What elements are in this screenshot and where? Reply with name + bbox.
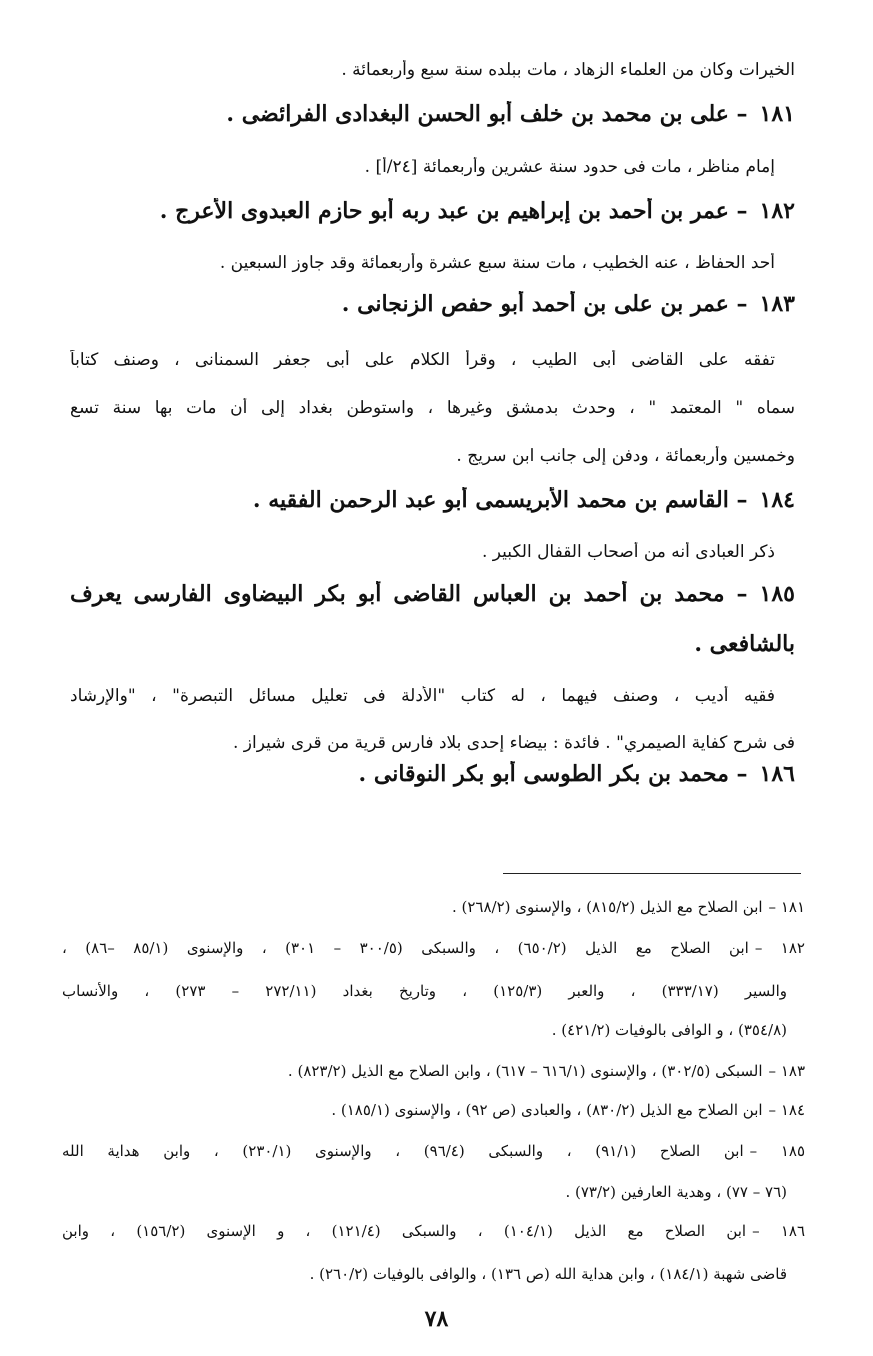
footnote: ١٨٦ –ابن الصلاح مع الذيل (١٠٤/١) ، والسبكى (١٢١/٤) ، و الإسنوى (١٥٦/٢) ، وابن xyxy=(62,1222,805,1240)
text-line: ذكر العبادى أنه من أصحاب القفال الكبير . xyxy=(481,542,775,562)
footnote: ١٨٥ –ابن الصلاح (٩١/١) ، والسبكى (٩٦/٤) ، والإسنوى (٢٣٠/١) ، وابن هداية الله xyxy=(62,1142,805,1160)
entry-title: القاسم بن محمد الأبريسمى أبو عبد الرحمن الفقيه . xyxy=(252,487,729,513)
page-number: ٧٨ xyxy=(424,1306,449,1332)
entry-number: ١٨٤ xyxy=(759,487,795,513)
footnote: ١٨٣ –السبكى (٣٠٢/٥) ، والإسنوى (٦١٦/١ – ٦١٧) ، وابن الصلاح مع الذيل (٨٢٣/٢) . xyxy=(287,1062,805,1080)
footnote-separator xyxy=(503,873,801,874)
entry-dash: – xyxy=(736,198,748,224)
footnote-number: ١٨٤ – xyxy=(768,1101,805,1119)
footnote-number: ١٨٥ – xyxy=(749,1142,805,1160)
entry-title: على بن محمد بن خلف أبو الحسن البغدادى الفرائضى . xyxy=(226,101,729,127)
entry-dash: – xyxy=(736,761,748,787)
text-line: فقيه أديب ، وصنف فيهما ، له كتاب "الأدلة فى تعليل مسائل التبصرة" ، "والإرشاد xyxy=(70,686,775,706)
entry-dash: – xyxy=(736,487,748,513)
text-line: وخمسين وأربعمائة ، ودفن إلى جانب ابن سريج . xyxy=(456,446,795,466)
entry-heading-182 xyxy=(70,198,795,224)
entry-title: محمد بن بكر الطوسى أبو بكر النوقانى . xyxy=(358,761,729,787)
entry-title: عمر بن أحمد بن إبراهيم بن عبد ربه أبو حازم العبدوى الأعرج . xyxy=(159,198,729,224)
entry-number: ١٨٦ xyxy=(759,761,795,787)
text-line: إمام مناظر ، مات فى حدود سنة عشرين وأربعمائة [٢٤/أ] . xyxy=(364,157,775,177)
footnote-continuation: والسير (٣٣٣/١٧) ، والعبر (١٢٥/٣) ، وتاريخ بغداد (٢٧٢/١١ – ٢٧٣) ، والأنساب xyxy=(62,982,787,1000)
footnote: ١٨٤ –ابن الصلاح مع الذيل (٨٣٠/٢) ، والعبادى (ص ٩٢) ، والإسنوى (١٨٥/١) . xyxy=(331,1101,805,1119)
footnote-continuation: (٣٥٤/٨) ، و الوافى بالوفيات (٤٢١/٢) . xyxy=(551,1021,787,1039)
entry-title: محمد بن أحمد بن العباس القاضى أبو بكر البيضاوى الفارسى يعرف xyxy=(70,581,725,607)
entry-heading-continuation: بالشافعى . xyxy=(694,631,795,657)
entry-dash: – xyxy=(736,291,748,317)
footnote-continuation: قاضى شهبة (١٨٤/١) ، وابن هداية الله (ص ١٣٦) ، والوافى بالوفيات (٢٦٠/٢) . xyxy=(309,1265,787,1283)
footnote: ١٨١ –ابن الصلاح مع الذيل (٨١٥/٢) ، والإسنوى (٢٦٨/٢) . xyxy=(451,898,805,916)
entry-number: ١٨١ xyxy=(759,101,795,127)
entry-title: عمر بن على بن أحمد أبو حفص الزنجانى . xyxy=(341,291,729,317)
text-line: أحد الحفاظ ، عنه الخطيب ، مات سنة سبع عشرة وأربعمائة وقد جاوز السبعين . xyxy=(219,253,775,273)
footnote-continuation: (٧٦ – ٧٧) ، وهدية العارفين (٧٣/٢) . xyxy=(565,1183,787,1201)
entry-heading-186 xyxy=(70,761,795,787)
entry-dash: – xyxy=(736,101,748,127)
text-line: فى شرح كفاية الصيمري" . فائدة : بيضاء إحدى بلاد فارس قرية من قرى شيراز . xyxy=(232,733,795,753)
entry-number: ١٨٢ xyxy=(759,198,795,224)
footnote-number: ١٨٣ – xyxy=(768,1062,805,1080)
entry-heading-181 xyxy=(70,101,795,127)
entry-number: ١٨٣ xyxy=(759,291,795,317)
entry-dash: – xyxy=(736,581,748,607)
footnote-number: ١٨٢ – xyxy=(754,939,805,957)
footnote-number: ١٨١ – xyxy=(768,898,805,916)
footnote: ١٨٢ –ابن الصلاح مع الذيل (٦٥٠/٢) ، والسبكى (٣٠٠/٥ – ٣٠١) ، والإسنوى (٨٥/١ –٨٦) ، xyxy=(62,939,805,957)
entry-heading-184 xyxy=(70,487,795,513)
footnote-number: ١٨٦ – xyxy=(752,1222,805,1240)
text-line: الخيرات وكان من العلماء الزهاد ، مات ببلده سنة سبع وأربعمائة . xyxy=(341,60,795,80)
text-line: سماه " المعتمد " ، وحدث بدمشق وغيرها ، واستوطن بغداد إلى أن مات بها سنة تسع xyxy=(70,398,795,418)
entry-heading-185 xyxy=(70,581,795,607)
entry-number: ١٨٥ xyxy=(759,581,795,607)
text-line: تفقه على القاضى أبى الطيب ، وقرأ الكلام على أبى جعفر السمنانى ، وصنف كتاباً xyxy=(70,350,775,370)
entry-heading-183 xyxy=(70,291,795,317)
